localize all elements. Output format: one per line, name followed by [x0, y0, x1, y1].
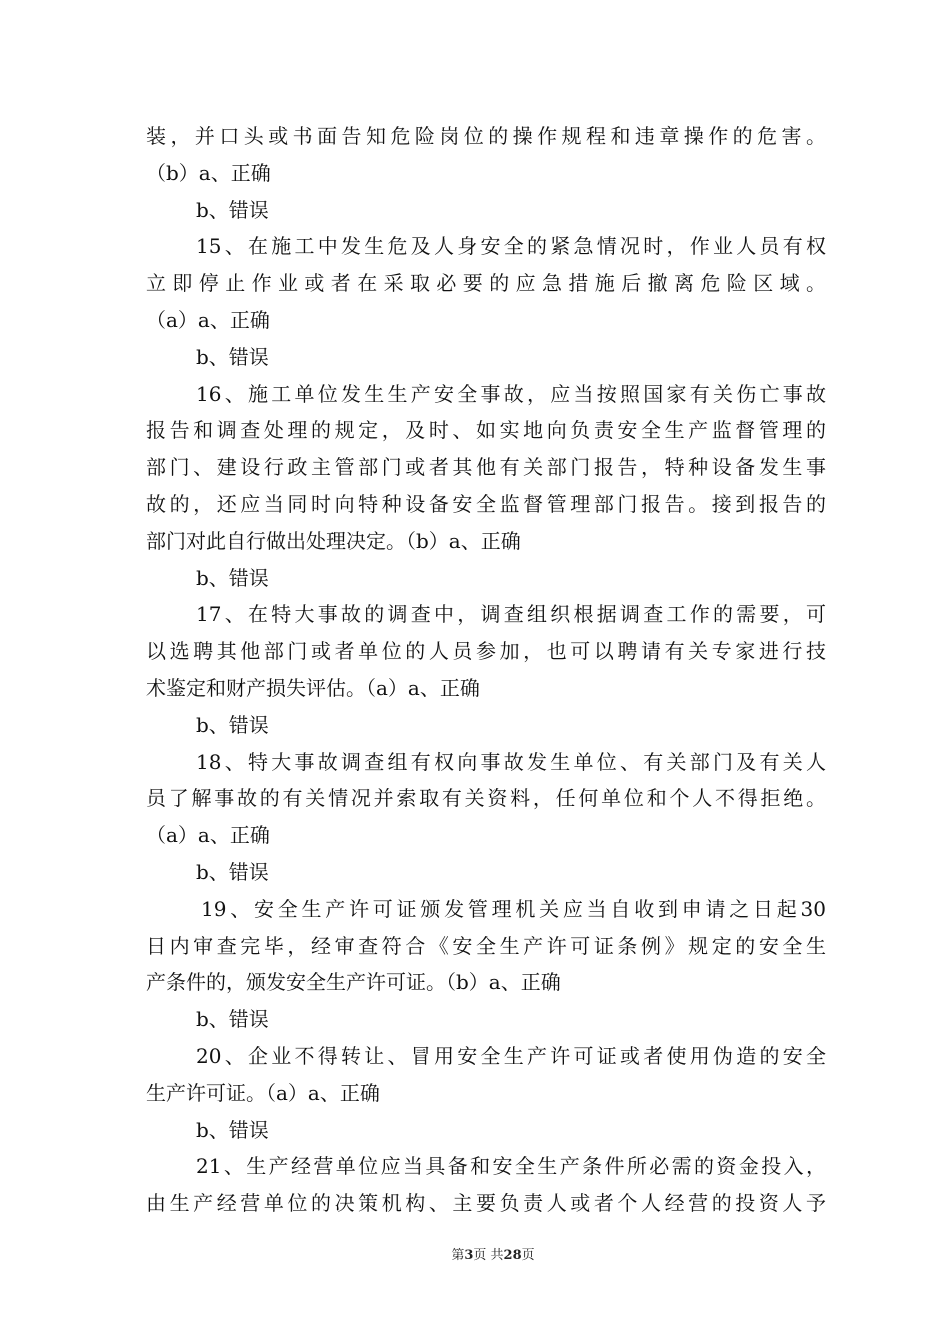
text-line: b、错误	[196, 859, 269, 884]
text-line: 产条件的，颁发安全生产许可证。（b）a、正确	[146, 970, 561, 995]
text-line: 以选聘其他部门或者单位的人员参加，也可以聘请有关专家进行技	[146, 639, 826, 664]
text-line: 术鉴定和财产损失评估。（a）a、正确	[146, 675, 480, 700]
footer-prefix: 第	[451, 1248, 465, 1263]
footer-middle: 页 共	[473, 1248, 504, 1263]
text-line: 日内审查完毕，经审查符合《安全生产许可证条例》规定的安全生	[146, 933, 826, 958]
text-line: 部门、建设行政主管部门或者其他有关部门报告，特种设备发生事	[146, 455, 826, 480]
text-line: 故的，还应当同时向特种设备安全监督管理部门报告。接到报告的	[146, 491, 826, 516]
text-line: 生产许可证。（a）a、正确	[146, 1080, 380, 1105]
text-line: 18、特大事故调查组有权向事故发生单位、有关部门及有关人	[196, 749, 826, 774]
text-line: 由生产经营单位的决策机构、主要负责人或者个人经营的投资人予	[146, 1191, 826, 1216]
text-line: 立即停止作业或者在采取必要的应急措施后撤离危险区域。	[146, 271, 826, 296]
text-line: 15、在施工中发生危及人身安全的紧急情况时，作业人员有权	[196, 234, 826, 259]
text-line: b、错误	[196, 197, 269, 222]
text-line: 19、安全生产许可证颁发管理机关应当自收到申请之日起30	[201, 896, 826, 921]
text-line: b、错误	[196, 344, 269, 369]
text-line: 16、施工单位发生生产安全事故，应当按照国家有关伤亡事故	[196, 381, 826, 406]
text-line: 20、企业不得转让、冒用安全生产许可证或者使用伪造的安全	[196, 1043, 826, 1068]
text-line: （a）a、正确	[146, 823, 270, 848]
text-line: b、错误	[196, 712, 269, 737]
text-line: b、错误	[196, 565, 269, 590]
page-footer	[0, 1244, 950, 1263]
text-line: 21、生产经营单位应当具备和安全生产条件所必需的资金投入，	[196, 1154, 826, 1179]
text-line: b、错误	[196, 1117, 269, 1142]
text-line: 17、在特大事故的调查中，调查组织根据调查工作的需要，可	[196, 602, 826, 627]
text-line: （a）a、正确	[146, 307, 270, 332]
current-page-number: 3	[464, 1248, 474, 1263]
text-line: （b）a、正确	[146, 160, 271, 185]
text-line: b、错误	[196, 1007, 269, 1032]
text-line: 报告和调查处理的规定，及时、如实地向负责安全生产监督管理的	[146, 418, 826, 443]
text-line: 员了解事故的有关情况并索取有关资料，任何单位和个人不得拒绝。	[146, 786, 826, 811]
footer-suffix: 页	[521, 1248, 535, 1263]
total-page-count: 28	[503, 1248, 522, 1263]
text-line: 部门对此自行做出处理决定。（b）a、正确	[146, 528, 521, 553]
document-body	[146, 118, 826, 1222]
text-line: 装，并口头或书面告知危险岗位的操作规程和违章操作的危害。	[146, 124, 826, 148]
